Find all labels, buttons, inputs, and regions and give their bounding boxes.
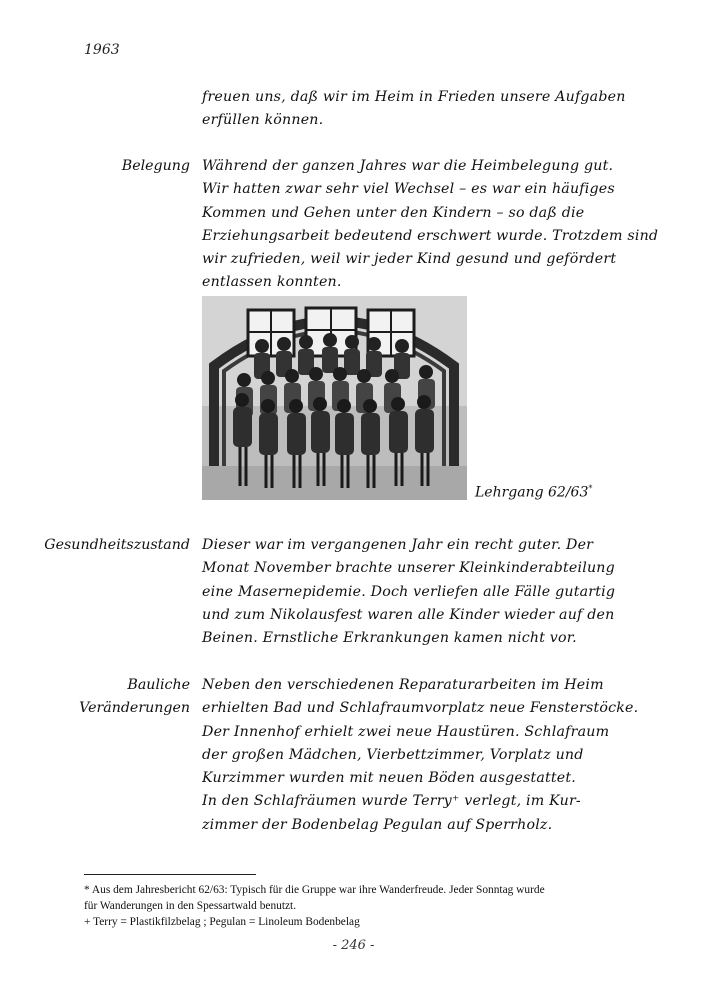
section-text-gesundheitszustand: [202, 534, 642, 650]
text-line: Neben den verschiedenen Reparaturarbeiten im Heim: [202, 677, 604, 693]
footnote-line: + Terry = Plastikfilzbelag ; Pegulan = Linoleum Bodenbelag: [84, 916, 360, 928]
text-line: und zum Nikolausfest waren alle Kinder wieder auf den: [202, 606, 615, 623]
text-line: Wir hatten zwar sehr viel Wechsel – es war ein häufiges: [202, 181, 615, 198]
intro-paragraph: [202, 86, 642, 133]
text-line: Dieser war im vergangenen Jahr ein recht guter. Der: [202, 537, 594, 553]
page-number: - 246 -: [332, 938, 375, 953]
label-line: Gesundheitszustand: [44, 537, 190, 553]
text-line: Kommen und Gehen unter den Kindern – so daß die: [202, 204, 585, 221]
photo-caption-mark: *: [588, 484, 593, 493]
group-photo: [202, 296, 467, 500]
section-label-belegung: [122, 155, 190, 178]
label-line: Veränderungen: [79, 700, 190, 717]
text-line: freuen uns, daß wir im Heim in Frieden unsere Aufgaben: [202, 89, 626, 105]
year-heading: 1963: [84, 42, 120, 58]
text-line: Monat November brachte unserer Kleinkinderabteilung: [202, 560, 615, 577]
photo-caption-text: Lehrgang 62/63: [475, 484, 589, 501]
photo-caption: [475, 484, 592, 501]
footnote-line: * Aus dem Jahresbericht 62/63: Typisch für die Gruppe war ihre Wanderfreude. Jeder Sonntag wurde: [84, 884, 545, 896]
text-line: erfüllen können.: [202, 112, 324, 129]
text-line: Kurzimmer wurden mit neuen Böden ausgestattet.: [202, 770, 577, 787]
footnotes: [84, 882, 644, 930]
section-text-bauliche-veraenderungen: [202, 674, 642, 837]
text-line: Beinen. Ernstliche Erkrankungen kamen nicht vor.: [202, 630, 577, 647]
label-line: Belegung: [121, 158, 190, 174]
group-photo-drawing: [202, 296, 467, 500]
text-line: wir zufrieden, weil wir jeder Kind gesund und gefördert: [202, 251, 617, 268]
text-line: Erziehungsarbeit bedeutend erschwert wurde. Trotzdem sind: [202, 227, 659, 244]
label-line: Bauliche: [127, 677, 190, 693]
text-line: Der Innenhof erhielt zwei neue Haustüren. Schlafraum: [202, 723, 610, 740]
text-line: Während der ganzen Jahres war die Heimbelegung gut.: [202, 158, 614, 174]
text-line: zimmer der Bodenbelag Pegulan auf Sperrholz.: [202, 816, 553, 833]
text-line: der großen Mädchen, Vierbettzimmer, Vorplatz und: [202, 746, 584, 763]
footnote-line: für Wanderungen in den Spessartwald benutzt.: [84, 900, 297, 912]
section-label-gesundheitszustand: [44, 534, 190, 557]
section-label-bauliche-veraenderungen: [79, 674, 190, 721]
text-line: eine Masernepidemie. Doch verliefen alle Fälle gutartig: [202, 583, 616, 600]
text-line: In den Schlafräumen wurde Terry⁺ verlegt, im Kur-: [202, 793, 581, 810]
section-text-belegung: [202, 155, 659, 295]
text-line: entlassen konnten.: [202, 274, 342, 291]
footnote-divider: [84, 874, 256, 875]
text-line: erhielten Bad und Schlafraumvorplatz neue Fensterstöcke.: [202, 700, 639, 717]
